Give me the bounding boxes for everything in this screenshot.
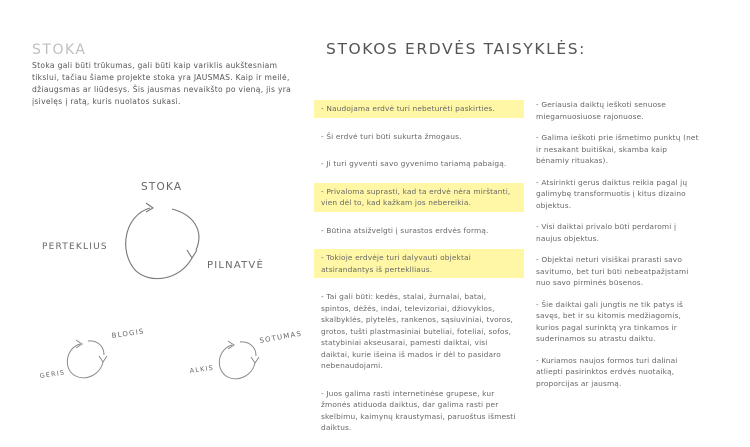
rule-item: - Juos galima rasti internetinėse grupese, kur žmonės atiduoda daiktus, dar galima rasti per skelbimu, kaimynų kraustymasi, paruoštus išmesti daiktus.: [321, 388, 516, 432]
rules-right-column: [532, 99, 704, 399]
cycle-label-left: PERTEKLIUS: [42, 242, 108, 252]
main-cycle-drawing: [126, 203, 199, 279]
small-cycle-b-drawing: [219, 341, 259, 379]
main-cycle-arrowhead-top: [146, 203, 153, 212]
rule-item: - Tai gali būti: kedės, stalai, žurnalai, batai, spintos, dėžės, indai, televizoriai, džiovyklos, skalbyklės, plytelės, rankenos, sąsiuviniai, tvoros, grotos, tušti plastmasiniai buteliai, foteliai, sofos, statybiniai akseusarai, pamesti daiktai, visi daiktai, kurie išeina iš mados ir dėl to pasidaro nebenaudojami.: [321, 292, 513, 370]
small-cycle-a-drawing: [67, 340, 107, 378]
rule-item: - Visi daiktai privalo būti perdaromi į naujus objektus.: [536, 222, 677, 243]
main-cycle-arrowhead-right: [187, 250, 197, 258]
rule-item: - Tokioje erdvėje turi dalyvauti objektai atsirandantys iš perteklliaus.: [314, 249, 524, 278]
intro-title: STOKA: [32, 42, 87, 58]
small-cycle-a-top-label: BLOGIS: [111, 327, 146, 340]
cycle-label-top: STOKA: [141, 181, 183, 193]
rule-item: - Šie daiktai gali jungtis ne tik patys iš savęs, bet ir su kitomis medžiagomis, kurios pagal surinktą yra tinkamos ir suderinamos su atrastu daiktu.: [536, 299, 684, 343]
rule-item: - Objektai neturi visiškai prarasti savo savitumo, bet turi būti nebeatpažįstami nuo savo pirminės būsenos.: [536, 255, 689, 287]
small-cycle-a-bottom-label: GERIS: [39, 368, 66, 380]
rules-title: STOKOS ERDVĖS TAISYKLĖS:: [326, 40, 586, 58]
rule-item: - Ji turi gyventi savo gyvenimo tariamą pabaigą.: [321, 159, 507, 168]
rule-item: - Naudojama erdvė turi nebeturėti paskirties.: [314, 100, 524, 118]
rules-left-column: [314, 100, 524, 447]
cycle-label-right: PILNATVĖ: [207, 260, 264, 271]
rule-item: - Būtina atsižvelgti į surastos erdvės formą.: [321, 225, 489, 235]
rule-item: - Ši erdvė turi būti sukurta žmogaus.: [321, 131, 462, 141]
small-cycle-b-bottom-label: ALKIS: [189, 363, 215, 375]
rule-item: - Privaloma suprasti, kad ta erdvė nėra mirštanti, vien dėl to, kad kažkam jos nebereikia.: [314, 183, 524, 212]
rule-item: - Atsirinkti gerus daiktus reikia pagal jų galimybę transformuotis į kitus dizaino objektus.: [536, 177, 688, 210]
intro-paragraph: Stoka gali būti trūkumas, gali būti kaip variklis aukštesniam tikslui, tačiau šiame projekte stoka yra JAUSMAS. Kaip ir meilė, džiaugsmas ar liūdesys. Šis jausmas nevaikšto po vieną, jis yra įsivelęs į ratą, kuris nuolatos sukasi.: [32, 61, 292, 106]
small-cycle-b-top-label: SOTUMAS: [258, 329, 303, 345]
rule-item: - Galima ieškoti prie išmetimo punktų (net ir nesakant buitiškai, skamba kaip bėnamiy rituakas).: [536, 133, 699, 165]
rule-item: - Kuriamos naujos formos turi dalinai atliepti pasirinktos erdvės nuotaiką, proporcijas ar jausmą.: [536, 355, 678, 388]
main-cycle-arc-right: [172, 209, 199, 250]
main-cycle-arc-left: [126, 208, 192, 279]
rule-item: - Geriausia daiktų ieškoti senuose miegamuosiuose rajonuose.: [536, 100, 666, 121]
